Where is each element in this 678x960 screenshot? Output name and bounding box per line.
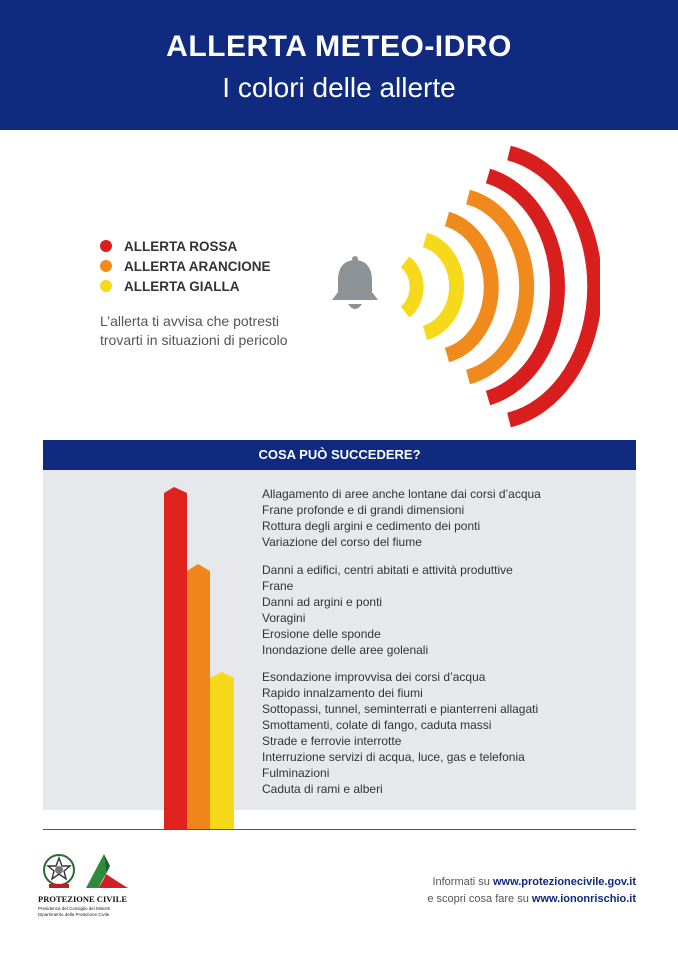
logo-subtitle-2: Dipartimento della Protezione Civile <box>38 912 110 917</box>
bar-yellow <box>210 672 234 830</box>
intro-line-1: L’allerta ti avvisa che potresti <box>100 313 279 329</box>
alert-level-bars <box>160 485 240 830</box>
legend-item-yellow <box>100 276 271 296</box>
list-item: Smottamenti, colate di fango, caduta massi <box>262 718 492 732</box>
list-item: Esondazione improvvisa dei corsi d’acqua <box>262 670 486 684</box>
red-consequences-list <box>262 486 541 550</box>
list-item: Fulminazioni <box>262 766 330 780</box>
list-item: Allagamento di aree anche lontane dai corsi d’acqua <box>262 487 541 501</box>
footer-line-2-prefix: e scopri cosa fare su <box>427 893 532 905</box>
page-title: ALLERTA METEO-IDRO <box>166 30 512 63</box>
list-item: Danni ad argini e ponti <box>262 595 383 609</box>
intro-text <box>100 312 330 350</box>
bar-orange <box>187 564 210 830</box>
wave-yellow-2 <box>425 240 457 333</box>
list-item: Erosione delle sponde <box>262 627 381 641</box>
legend-label-yellow: ALLERTA GIALLA <box>124 278 240 294</box>
legend-label-orange: ALLERTA ARANCIONE <box>124 258 271 274</box>
footer-line-1 <box>427 874 636 891</box>
list-item: Rapido innalzamento dei fiumi <box>262 686 423 700</box>
yellow-dot-icon <box>100 280 112 292</box>
alert-waves-graphic <box>320 140 600 430</box>
bell-icon <box>332 256 378 309</box>
legend-label-red: ALLERTA ROSSA <box>124 238 238 254</box>
protezione-civile-mark-icon <box>84 852 130 892</box>
footer-line-2 <box>427 891 636 908</box>
list-item: Caduta di rami e alberi <box>262 782 383 796</box>
list-item: Strade e ferrovie interrotte <box>262 734 402 748</box>
list-item: Interruzione servizi di acqua, luce, gas e telefonia <box>262 750 525 764</box>
orange-consequences-list <box>262 562 513 658</box>
yellow-consequences-list <box>262 669 538 797</box>
legend-item-orange <box>100 256 271 276</box>
list-item: Danni a edifici, centri abitati e attività produttive <box>262 563 513 577</box>
footer-line-1-prefix: Informati su <box>432 876 493 888</box>
bar-red <box>164 487 187 830</box>
protezionecivile-link[interactable]: www.protezionecivile.gov.it <box>492 876 636 888</box>
republic-emblem-icon <box>42 852 76 890</box>
iononrischio-link[interactable]: www.iononrischio.it <box>531 893 636 905</box>
logo-subtitle-1: Presidenza del Consiglio dei Ministri <box>38 906 111 911</box>
legend-item-red <box>100 236 271 256</box>
logo-brand-text: PROTEZIONE CIVILE <box>38 894 128 904</box>
list-item: Frane <box>262 579 294 593</box>
page-subtitle: I colori delle allerte <box>222 72 456 103</box>
alert-legend <box>100 236 271 296</box>
protezione-civile-logo <box>38 852 138 922</box>
panel-baseline <box>43 829 636 830</box>
list-item: Voragini <box>262 611 306 625</box>
orange-dot-icon <box>100 260 112 272</box>
panel-heading: COSA PUÒ SUCCEDERE? <box>43 440 636 470</box>
wave-yellow-1 <box>405 262 417 312</box>
red-dot-icon <box>100 240 112 252</box>
list-item: Frane profonde e di grandi dimensioni <box>262 503 465 517</box>
list-item: Rottura degli argini e cedimento dei ponti <box>262 519 481 533</box>
header-banner <box>0 0 678 130</box>
intro-line-2: trovarti in situazioni di pericolo <box>100 332 288 348</box>
list-item: Sottopassi, tunnel, seminterrati e pianterreni allagati <box>262 702 539 716</box>
list-item: Inondazione delle aree golenali <box>262 643 429 657</box>
list-item: Variazione del corso del fiume <box>262 535 422 549</box>
footer-info <box>427 874 636 908</box>
